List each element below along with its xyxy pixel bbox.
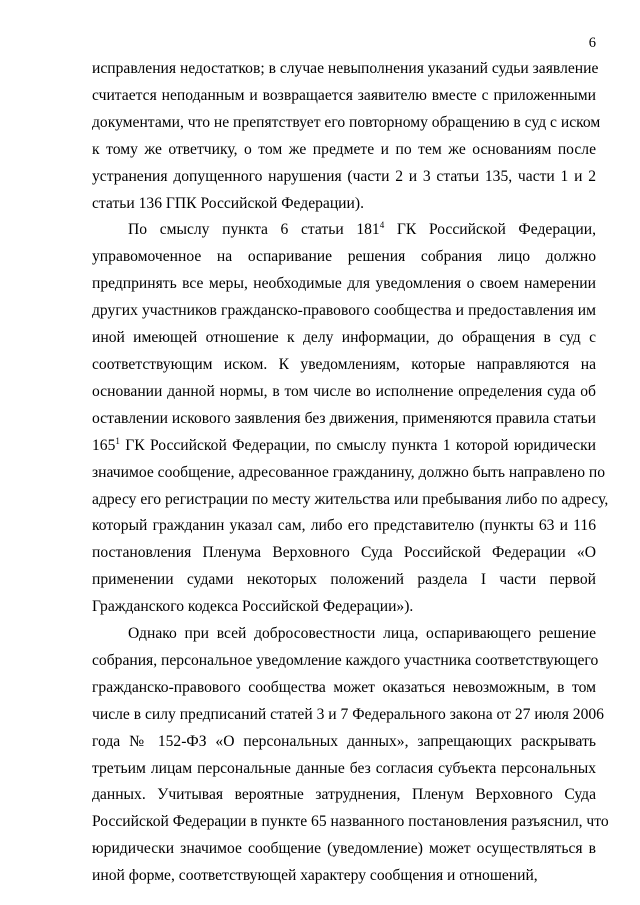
text-line: значимое сообщение, адресованное гражданину, должно быть направлено по	[92, 463, 606, 481]
text-line: гражданско-правового сообщества может оказаться невозможным, в том	[92, 678, 596, 696]
text-line	[92, 217, 596, 244]
text-line: юридически значимое сообщение (уведомление) может осуществляться в	[92, 840, 596, 858]
text-line: основании данной нормы, в том числе во исполнение определения суда об	[92, 382, 596, 400]
text-line: адресу его регистрации по месту жительства или пребывания либо по адресу,	[92, 490, 609, 508]
text-line	[92, 433, 596, 460]
text-line: соответствующим иском. К уведомлениям, которые направляются на	[92, 355, 596, 373]
text-line: иной имеющей отношение к делу информации, до обращения в суд с	[92, 329, 596, 347]
text-line: управомоченное на оспаривание решения собрания лицо должно	[92, 248, 596, 266]
page-number: 6	[588, 35, 596, 51]
text-line: третьим лицам персональные данные без согласия субъекта персональных	[92, 759, 596, 777]
text-line: исправления недостатков; в случае невыполнения указаний судьи заявление	[92, 60, 599, 77]
text-line: считается неподанным и возвращается заявителю вместе с приложенными	[92, 86, 596, 104]
text-line: постановления Пленума Верховного Суда Российской Федерации «О	[92, 544, 596, 562]
text-line: собрания, персональное уведомление каждого участника соответствующего	[92, 651, 599, 669]
text-line: числе в силу предписаний статей 3 и 7 Федерального закона от 27 июля 2006	[92, 705, 604, 723]
text-line: предпринять все меры, необходимые для уведомления о своем намерении	[92, 275, 596, 293]
text-segment: ГК Российской Федерации,	[384, 221, 596, 239]
text-line: Гражданского кодекса Российской Федерации»).	[92, 598, 414, 616]
document-body	[92, 56, 609, 890]
text-line: Российской Федерации в пункте 65 названного постановления разъяснил, что	[92, 813, 609, 831]
paragraph-p2	[92, 217, 609, 621]
article-superscript: 1	[115, 435, 120, 446]
text-segment: 165	[92, 436, 116, 454]
text-segment: По смыслу пункта 6 статьи 181	[128, 221, 380, 239]
paragraph-p3	[92, 621, 609, 890]
text-line: к тому же ответчику, о том же предмете и по тем же основаниям после	[92, 140, 596, 158]
text-line: других участников гражданско-правового сообщества и предоставления им	[92, 302, 596, 320]
text-line: документами, что не препятствует его повторному обращению в суд с иском	[92, 113, 601, 131]
text-line: статьи 136 ГПК Российской Федерации).	[92, 194, 364, 212]
text-line: иной форме, соответствующей характеру сообщения и отношений,	[92, 867, 538, 885]
paragraph-p1	[92, 56, 601, 217]
text-line: данных. Учитывая вероятные затруднения, Пленум Верховного Суда	[92, 786, 596, 804]
article-superscript: 4	[379, 220, 385, 231]
text-line: года № 152-ФЗ «О персональных данных», запрещающих раскрывать	[92, 732, 596, 750]
text-line: оставлении искового заявления без движения, применяются правила статьи	[92, 409, 596, 427]
text-segment: ГК Российской Федерации, по смыслу пункта 1 которой юридически	[119, 436, 596, 454]
text-line: применении судами некоторых положений раздела I части первой	[92, 571, 596, 589]
text-line: который гражданин указал сам, либо его представителю (пункты 63 и 116	[92, 517, 596, 535]
text-line: Однако при всей добросовестности лица, оспаривающего решение	[128, 625, 596, 643]
text-line: устранения допущенного нарушения (части 2 и 3 статьи 135, части 1 и 2	[92, 167, 596, 185]
